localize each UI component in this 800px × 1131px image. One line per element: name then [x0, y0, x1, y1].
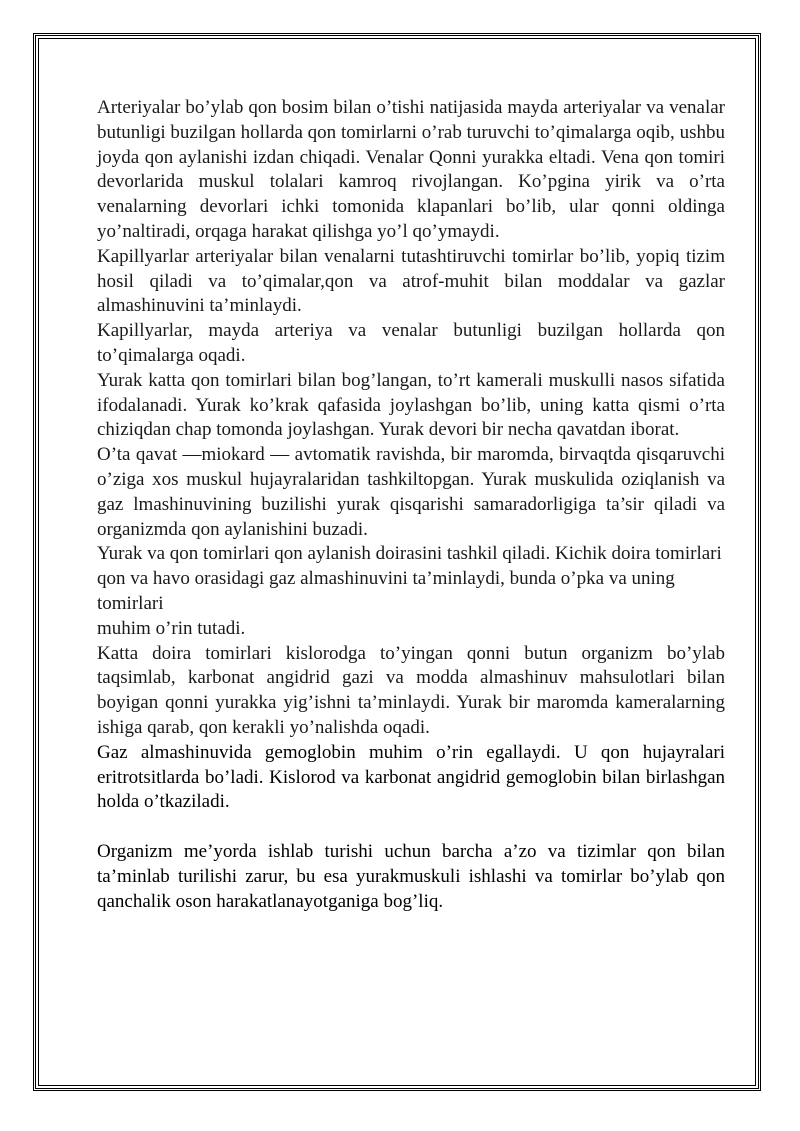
document-body — [97, 96, 725, 914]
paragraph-capillaries: Kapillyarlar arteriyalar bilan venalarni tutashtiruvchi tomirlar bo’lib, yopiq tizim hosil qiladi va to’qimalar,qon va atrof-muhit bilan moddalar va gazlar almashinuvini ta’minlaydi. — [97, 245, 725, 317]
paragraph-small-circle: Yurak va qon tomirlari qon aylanish doirasini tashkil qiladi. Kichik doira tomirlari qon va havo orasidagi gaz almashinuvini ta’minlaydi, bunda o’pka va uning tomirlari — [97, 543, 722, 614]
paragraph-veins: Arteriyalar bo’ylab qon bosim bilan o’tishi natijasida mayda arteriyalar va venalar butunligi buzilgan hollarda qon tomirlarni o’rab turuvchi to’qimalarga oqib, ushbu joyda qon aylanishi izdan chiqadi. Venalar Qonni yurakka eltadi. Vena qon tomiri devorlarida muskul tolalari kamroq rivojlangan. Ko’pgina yirik va o’rta venalarning devorlari ichki tomonida klapanlari bo’lib, ular qonni oldinga yo’naltiradi, orqaga harakat qilishga yo’l qo’ymaydi. — [97, 97, 725, 242]
paragraph-small-circle-end: muhim o’rin tutadi. — [97, 617, 246, 639]
paragraph-heart: Yurak katta qon tomirlari bilan bog’langan, to’rt kamerali muskulli nasos sifatida ifodalanadi. Yurak ko’krak qafasida joylashgan bo’lib, uning katta qismi o’rta chiziqdan chap tomonda joylashgan. Yurak devori bir necha qavatdan iborat. — [97, 369, 725, 441]
paragraph-conclusion: Organizm me’yorda ishlab turishi uchun barcha a’zo va tizimlar qon bilan ta’minlab turilishi zarur, bu esa yurakmuskuli ishlashi va tomirlar bo’ylab qon qanchalik oson harakatlanayotganiga bog’liq. — [97, 840, 725, 912]
paragraph-large-circle: Katta doira tomirlari kislorodga to’yingan qonni butun organizm bo’ylab taqsimlab, karbonat angidrid gazi va modda almashinuv mahsulotlari bilan boyigan qonni yurakka yig’ishni ta’minlaydi. Yurak bir maromda kameralarning ishiga qarab, qon kerakli yo’nalishda oqadi. — [97, 642, 725, 738]
paragraph-capillaries-damage: Kapillyarlar, mayda arteriya va venalar butunligi buzilgan hollarda qon to’qimalarga oqadi. — [97, 320, 725, 366]
paragraph-myocardium: O’ta qavat —miokard — avtomatik ravishda, bir maromda, birvaqtda qisqaruvchi o’ziga xos muskul hujayralaridan tashkiltopgan. Yurak muskulida oziqlanish va gaz lmashinuvining buzilishi yurak qisqarishi samaradorligiga ta’sir qiladi va organizmda qon aylanishini buzadi. — [97, 444, 725, 540]
paragraph-hemoglobin: Gaz almashinuvida gemoglobin muhim o’rin egallaydi. U qon hujayralari eritrotsitlarda bo’ladi. Kislorod va karbonat angidrid gemoglobin bilan birlashgan holda o’tkaziladi. — [97, 741, 725, 813]
paragraph-spacer — [97, 815, 725, 840]
